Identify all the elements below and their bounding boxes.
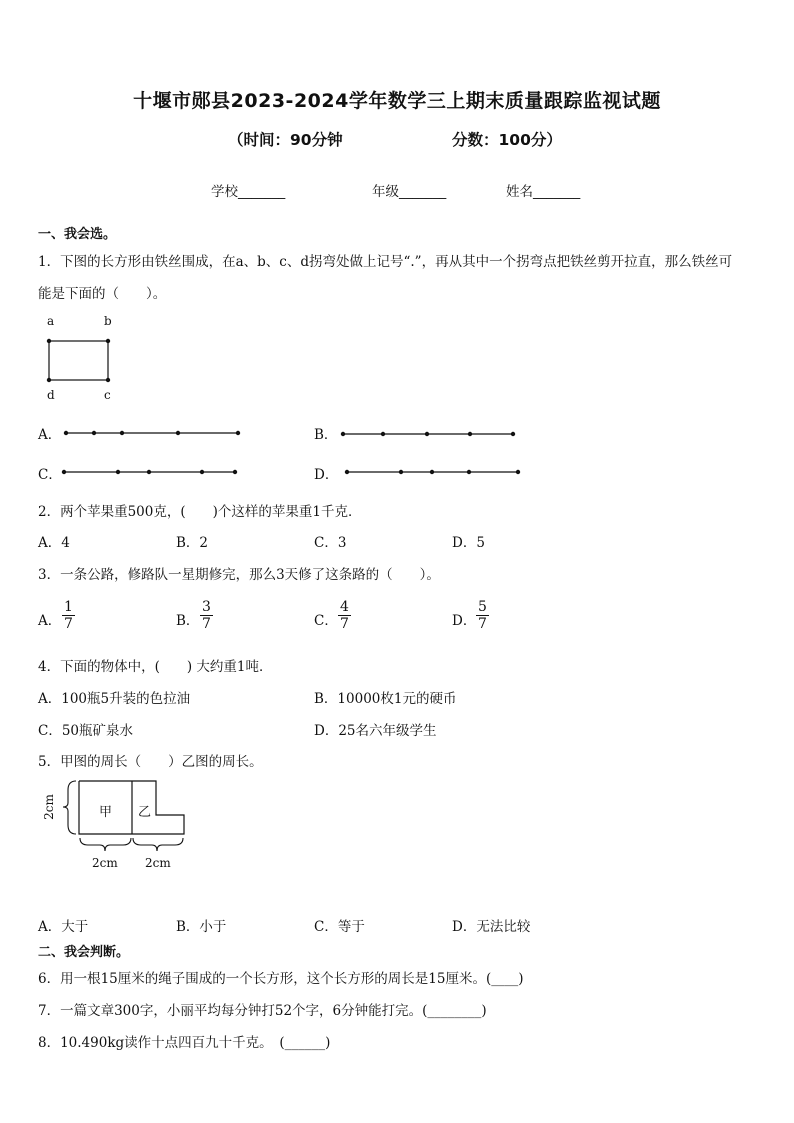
question-2-text: 2．两个苹果重500克，( )个这样的苹果重1千克．	[38, 504, 362, 520]
fraction-b-denominator: 7	[202, 616, 211, 632]
question-2-option-a[interactable]: A．4	[38, 535, 70, 551]
name-field: 姓名_______	[506, 184, 581, 200]
corner-label-d: d	[47, 388, 55, 402]
question-1-line1: 1．下图的长方形由铁丝围成，在a、b、c、d拐弯处做上记号“.”，再从其中一个拐弯点把铁丝剪开拉直，那么铁丝可	[38, 254, 733, 270]
question-5-option-d[interactable]: D．无法比较	[452, 919, 531, 935]
question-3-text: 3．一条公路，修路队一星期修完，那么3天修了这条路的（ ）。	[38, 567, 440, 583]
question-1-option-c[interactable]: C．	[38, 467, 62, 483]
grade-field: 年级_______	[372, 184, 447, 200]
question-2-option-c[interactable]: C．3	[314, 535, 347, 551]
question-2-option-b[interactable]: B．2	[176, 535, 209, 551]
fraction-a-denominator: 7	[64, 616, 73, 632]
question-5-option-a[interactable]: A．大于	[38, 919, 89, 935]
question-1-line2: 能是下面的（ ）。	[38, 286, 167, 302]
question-8-text: 8．10.490kg读作十点四百九十千克。 (______)	[38, 1035, 331, 1051]
question-5-option-b[interactable]: B．小于	[176, 919, 227, 935]
question-3-option-c[interactable]: C．	[314, 613, 338, 629]
question-4-option-d[interactable]: D．25名六年级学生	[314, 723, 437, 739]
section-heading-judge: 二、我会判断。	[38, 945, 130, 960]
shape-yi-label: 乙	[138, 805, 152, 820]
question-4-text: 4．下面的物体中，( ) 大约重1吨．	[38, 659, 273, 675]
corner-label-a: a	[47, 314, 55, 328]
side-length-label: 2cm	[41, 794, 56, 820]
question-4-option-b[interactable]: B．10000枚1元的硬币	[314, 691, 457, 707]
question-1-option-a[interactable]: A．	[38, 427, 62, 443]
fraction-d-numerator: 5	[478, 599, 487, 615]
question-5-option-c[interactable]: C．等于	[314, 919, 365, 935]
fraction-d-denominator: 7	[478, 616, 487, 632]
question-1-option-d[interactable]: D．	[314, 467, 339, 483]
bottom-right-length-label: 2cm	[145, 856, 171, 870]
fraction-c-denominator: 7	[340, 616, 349, 632]
question-6-text: 6．用一根15厘米的绳子围成的一个长方形，这个长方形的周长是15厘米。(____)	[38, 971, 524, 987]
question-5-text: 5．甲图的周长（ ）乙图的周长。	[38, 754, 263, 770]
question-1-option-b[interactable]: B．	[314, 427, 338, 443]
question-4-option-c[interactable]: C．50瓶矿泉水	[38, 723, 134, 739]
shape-jia-label: 甲	[99, 805, 113, 820]
corner-label-c: c	[104, 388, 111, 402]
corner-label-b: b	[104, 314, 112, 328]
exam-time: （时间：90分钟	[228, 131, 343, 149]
fraction-b-numerator: 3	[202, 599, 211, 615]
exam-score: 分数：100分）	[452, 131, 562, 149]
question-4-option-a[interactable]: A．100瓶5升装的色拉油	[38, 691, 191, 707]
bottom-left-length-label: 2cm	[92, 856, 118, 870]
exam-title: 十堰市郧县2023-2024学年数学三上期末质量跟踪监视试题	[133, 90, 661, 112]
question-3-option-a[interactable]: A．	[38, 613, 62, 629]
question-2-option-d[interactable]: D．5	[452, 535, 485, 551]
school-field: 学校_______	[211, 184, 286, 200]
question-3-option-d[interactable]: D．	[452, 613, 477, 629]
fraction-a-numerator: 1	[64, 599, 73, 615]
fraction-c-numerator: 4	[340, 599, 349, 615]
question-3-option-b[interactable]: B．	[176, 613, 200, 629]
question-7-text: 7．一篇文章300字，小丽平均每分钟打52个字，6分钟能打完。(________)	[38, 1003, 487, 1019]
section-heading-choose: 一、我会选。	[38, 227, 117, 242]
